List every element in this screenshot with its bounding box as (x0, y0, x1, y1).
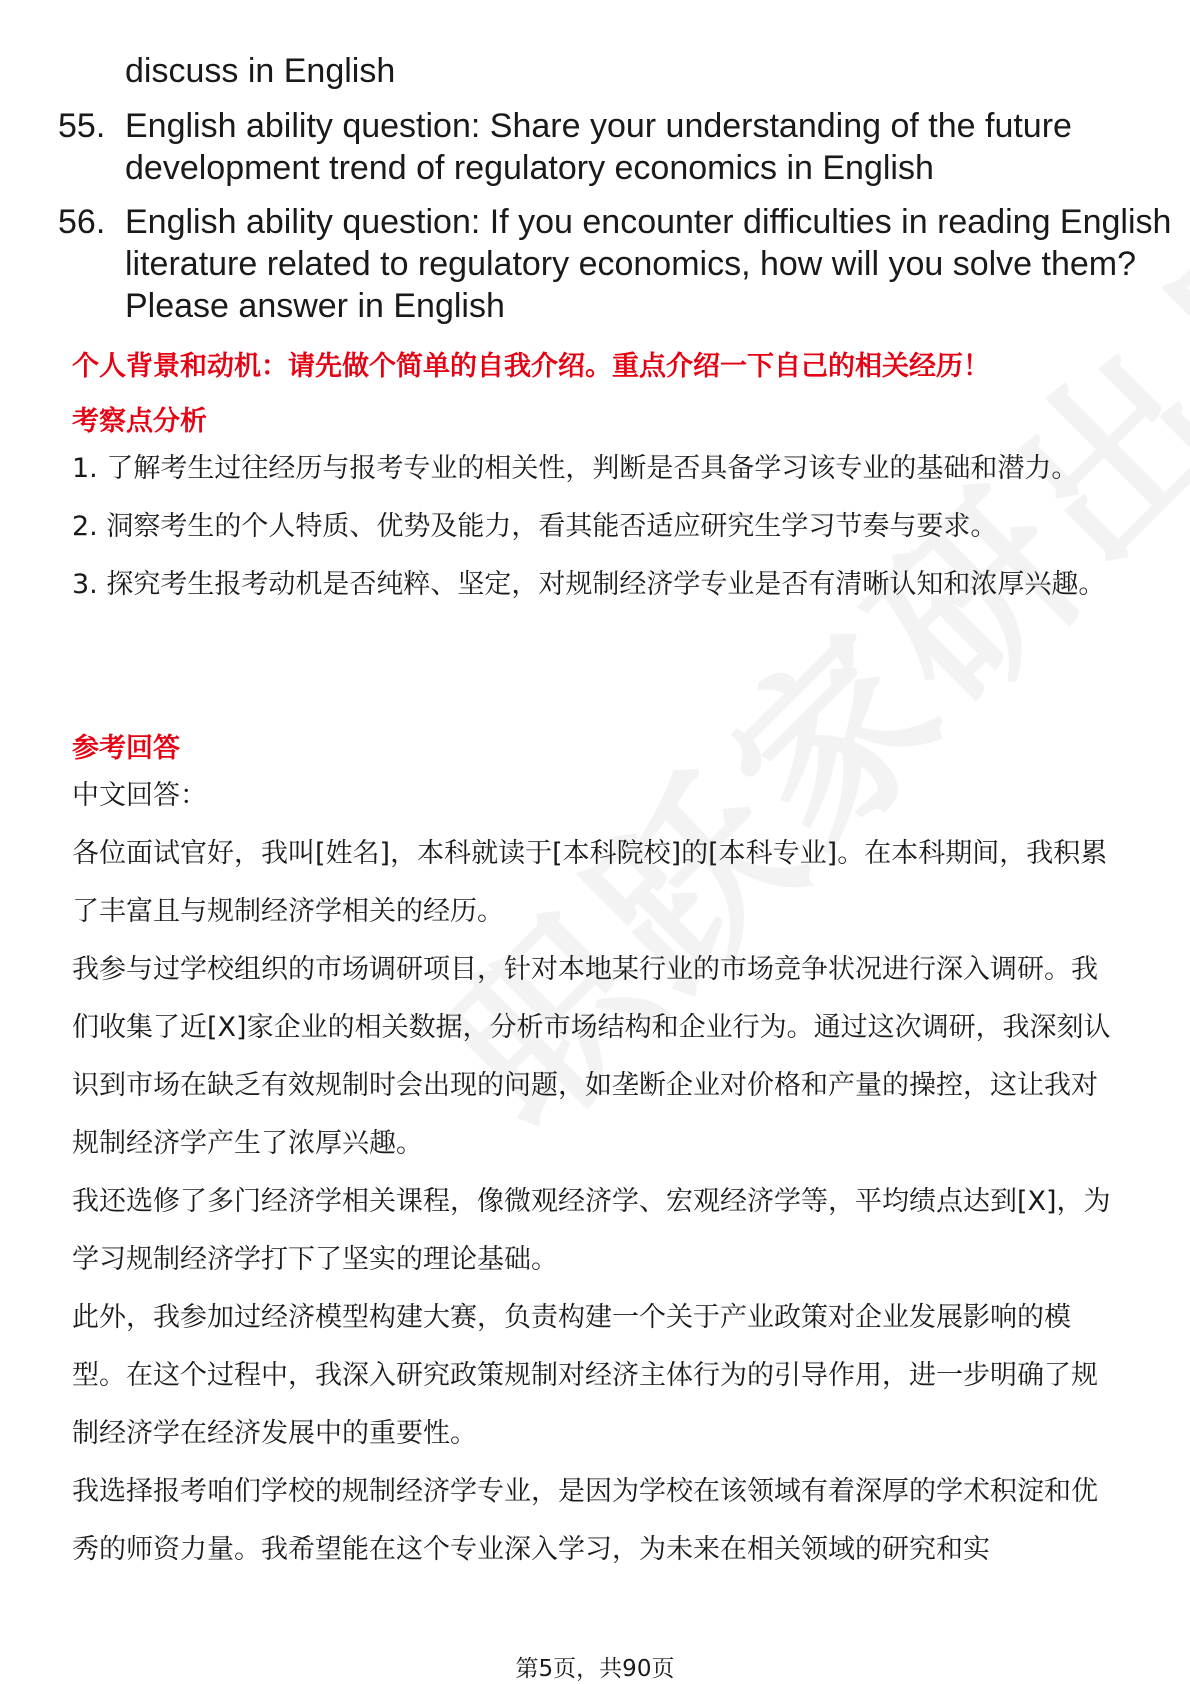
analysis-point: 1. 了解考生过往经历与报考专业的相关性，判断是否具备学习该专业的基础和潜力。 (72, 453, 1079, 484)
topic-heading: 个人背景和动机：请先做个简单的自我介绍。重点介绍一下自己的相关经历！ (72, 351, 990, 382)
answer-label: 中文回答： (72, 780, 207, 811)
reference-heading: 参考回答 (72, 733, 180, 764)
question-text: English ability question: Share your understanding of the future development trend of regulatory economics in English (125, 107, 1072, 187)
question-text: English ability question: If you encounter difficulties in reading English literature related to regulatory economics, how will you solve them? Please answer in English (125, 203, 1172, 325)
question-number: 55. (58, 107, 106, 145)
analysis-points (72, 440, 1122, 614)
analysis-point: 2. 洞察考生的个人特质、优势及能力，看其能否适应研究生学习节奏与要求。 (72, 511, 998, 542)
reference-answer (72, 767, 1122, 1579)
analysis-heading: 考察点分析 (72, 406, 207, 437)
analysis-point: 3. 探究考生报考动机是否纯粹、坚定，对规制经济学专业是否有清晰认知和浓厚兴趣。 (72, 569, 1106, 600)
answer-paragraph: 我还选修了多门经济学相关课程，像微观经济学、宏观经济学等，平均绩点达到[X]，为学习规制经济学打下了坚实的理论基础。 (72, 1186, 1111, 1275)
answer-paragraph: 各位面试官好，我叫[姓名]，本科就读于[本科院校]的[本科专业]。在本科期间，我积累了丰富且与规制经济学相关的经历。 (72, 838, 1108, 927)
question-54-continuation: discuss in English (125, 52, 396, 90)
question-number: 56. (58, 203, 106, 241)
answer-paragraph: 我参与过学校组织的市场调研项目，针对本地某行业的市场竞争状况进行深入调研。我们收集了近[X]家企业的相关数据，分析市场结构和企业行为。通过这次调研，我深刻认识到市场在缺乏有效规制时会出现的问题，如垄断企业对价格和产量的操控，这让我对规制经济学产生了浓厚兴趣。 (72, 954, 1111, 1159)
answer-paragraph: 我选择报考咱们学校的规制经济学专业，是因为学校在该领域有着深厚的学术积淀和优秀的师资力量。我希望能在这个专业深入学习，为未来在相关领域的研究和实 (72, 1476, 1098, 1565)
page-footer: 第5页，共90页 (515, 1656, 675, 1682)
answer-paragraph: 此外，我参加过经济模型构建大赛，负责构建一个关于产业政策对企业发展影响的模型。在这个过程中，我深入研究政策规制对经济主体行为的引导作用，进一步明确了规制经济学在经济发展中的重要性。 (72, 1302, 1098, 1449)
